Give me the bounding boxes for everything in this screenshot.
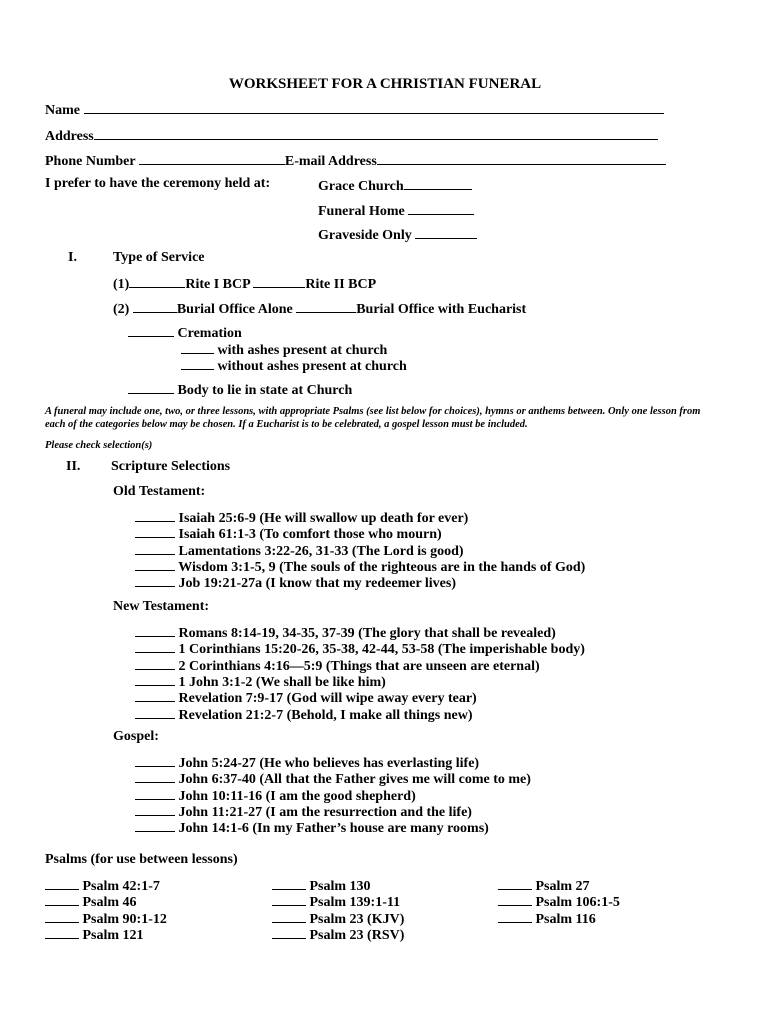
gospel-item-label: John 14:1-6 (In my Father’s house are many rooms) — [178, 821, 489, 837]
old-testament-label: Old Testament: — [113, 484, 206, 499]
psalm-checkbox-blank[interactable] — [498, 892, 532, 906]
with-ashes-label: with ashes present at church — [217, 343, 388, 358]
cremation-blank[interactable] — [128, 323, 174, 337]
psalm-checkbox-blank[interactable] — [498, 909, 532, 923]
phone-email-row — [45, 151, 666, 170]
psalm-item-label: Psalm 139:1-11 — [309, 895, 401, 911]
gospel-checkbox-blank[interactable] — [135, 818, 175, 832]
new-testament-item-label: Revelation 21:2-7 (Behold, I make all things new) — [178, 707, 473, 723]
new-testament-checkbox-blank[interactable] — [135, 623, 175, 637]
new-testament-checkbox-blank[interactable] — [135, 672, 175, 686]
location-prompt: I prefer to have the ceremony held at: — [45, 176, 271, 191]
psalms-heading: Psalms (for use between lessons) — [45, 852, 238, 867]
address-blank[interactable] — [94, 126, 658, 140]
location-option-funeral-home[interactable]: Funeral Home — [318, 201, 474, 220]
burial-row: (2) Burial Office Alone Burial Office with Eucharist — [113, 299, 526, 318]
funeral-home-blank[interactable] — [408, 201, 474, 215]
psalm-item-label: Psalm 23 (RSV) — [309, 927, 405, 943]
new-testament-item-label: Revelation 7:9-17 (God will wipe away every tear) — [178, 691, 477, 707]
old-testament-item — [135, 573, 456, 592]
new-testament-label: New Testament: — [113, 599, 210, 614]
name-field[interactable] — [45, 100, 664, 119]
old-testament-checkbox-blank[interactable] — [135, 524, 175, 538]
psalm-item — [272, 925, 404, 944]
lesson-note: A funeral may include one, two, or three lessons, with appropriate Psalms (see list below for choices), hymns or anthems between. Only one lesson from each of the categories below may be chosen. If a Eucharist is to be celebrated, a gospel lesson must be included. — [45, 406, 701, 430]
section-2-heading: Scripture Selections — [111, 459, 231, 474]
old-testament-item-label: Wisdom 3:1-5, 9 (The souls of the righteous are in the hands of God) — [178, 559, 586, 575]
old-testament-checkbox-blank[interactable] — [135, 541, 175, 555]
psalm-item-label: Psalm 46 — [82, 895, 137, 911]
gospel-item-label: John 11:21-27 (I am the resurrection and the life) — [178, 804, 472, 820]
new-testament-item-label: Romans 8:14-19, 34-35, 37-39 (The glory that shall be revealed) — [178, 626, 556, 641]
rite-row: (1) Rite I BCP Rite II BCP — [113, 274, 376, 293]
gospel-checkbox-blank[interactable] — [135, 753, 175, 767]
psalm-item-label: Psalm 23 (KJV) — [309, 911, 405, 927]
lie-in-state-row — [128, 380, 352, 399]
psalm-checkbox-blank[interactable] — [272, 876, 306, 890]
psalm-item-label: Psalm 42:1-7 — [82, 879, 160, 894]
psalm-checkbox-blank[interactable] — [272, 909, 306, 923]
gospel-item-label: John 6:37-40 (All that the Father gives me will come to me) — [178, 772, 531, 788]
old-testament-checkbox-blank[interactable] — [135, 508, 175, 522]
gospel-checkbox-blank[interactable] — [135, 786, 175, 800]
location-option-grace-church[interactable]: Grace Church — [318, 176, 472, 195]
new-testament-checkbox-blank[interactable] — [135, 639, 175, 653]
location-option-graveside[interactable]: Graveside Only — [318, 225, 477, 244]
without-ashes-label: without ashes present at church — [217, 359, 407, 374]
burial-alone-label: Burial Office Alone — [176, 302, 293, 317]
old-testament-checkbox-blank[interactable] — [135, 573, 175, 587]
burial-eucharist-label: Burial Office with Eucharist — [356, 302, 527, 317]
lie-in-state-label: Body to lie in state at Church — [177, 383, 353, 398]
psalm-checkbox-blank[interactable] — [45, 909, 79, 923]
new-testament-item-label: 1 John 3:1-2 (We shall be like him) — [178, 674, 386, 690]
psalm-item-label: Psalm 90:1-12 — [82, 911, 167, 927]
email-blank[interactable] — [377, 151, 666, 165]
email-label: E-mail Address — [284, 154, 377, 169]
gospel-label: Gospel: — [113, 729, 159, 744]
lie-in-state-blank[interactable] — [128, 380, 174, 394]
gospel-checkbox-blank[interactable] — [135, 769, 175, 783]
new-testament-item-label: 1 Corinthians 15:20-26, 35-38, 42-44, 53-58 (The imperishable body) — [178, 642, 585, 658]
psalm-item — [498, 909, 596, 928]
old-testament-item-label: Lamentations 3:22-26, 31-33 (The Lord is good) — [178, 543, 464, 559]
gospel-checkbox-blank[interactable] — [135, 802, 175, 816]
address-label: Address — [45, 129, 94, 144]
rite-2-blank[interactable] — [253, 274, 305, 288]
new-testament-item — [135, 705, 473, 724]
gospel-item — [135, 818, 489, 837]
name-label: Name — [45, 103, 80, 118]
name-blank[interactable] — [84, 100, 664, 114]
section-2-numeral: II. — [66, 459, 81, 474]
cremation-label: Cremation — [177, 326, 242, 341]
new-testament-checkbox-blank[interactable] — [135, 688, 175, 702]
psalm-item-label: Psalm 121 — [82, 927, 144, 943]
psalm-checkbox-blank[interactable] — [45, 876, 79, 890]
burial-eucharist-blank[interactable] — [296, 299, 356, 313]
new-testament-item-label: 2 Corinthians 4:16—5:9 (Things that are unseen are eternal) — [178, 658, 540, 674]
psalm-item-label: Psalm 130 — [309, 879, 371, 894]
psalm-checkbox-blank[interactable] — [272, 925, 306, 939]
rite-2-label: Rite II BCP — [305, 277, 377, 292]
section-1-numeral: I. — [68, 250, 77, 265]
check-note: Please check selection(s) — [45, 440, 153, 451]
old-testament-item-label: Job 19:21-27a (I know that my redeemer lives) — [178, 576, 457, 592]
graveside-blank[interactable] — [415, 225, 477, 239]
new-testament-checkbox-blank[interactable] — [135, 656, 175, 670]
page-title: WORKSHEET FOR A CHRISTIAN FUNERAL — [228, 76, 542, 92]
old-testament-item-label: Isaiah 25:6-9 (He will swallow up death for ever) — [178, 511, 469, 526]
psalm-item — [45, 925, 144, 944]
without-ashes-blank[interactable] — [181, 356, 214, 370]
rite-1-blank[interactable] — [129, 274, 185, 288]
rite-1-label: Rite I BCP — [185, 277, 250, 292]
old-testament-item-label: Isaiah 61:1-3 (To comfort those who mourn) — [178, 527, 442, 543]
psalm-checkbox-blank[interactable] — [45, 925, 79, 939]
grace-church-blank[interactable] — [404, 176, 472, 190]
old-testament-checkbox-blank[interactable] — [135, 557, 175, 571]
burial-alone-blank[interactable] — [133, 299, 177, 313]
psalm-checkbox-blank[interactable] — [272, 892, 306, 906]
psalm-checkbox-blank[interactable] — [45, 892, 79, 906]
new-testament-checkbox-blank[interactable] — [135, 705, 175, 719]
phone-blank[interactable] — [139, 151, 285, 165]
without-ashes-row — [181, 356, 407, 375]
gospel-item-label: John 5:24-27 (He who believes has everlasting life) — [178, 756, 480, 771]
psalm-checkbox-blank[interactable] — [498, 876, 532, 890]
gospel-item-label: John 10:11-16 (I am the good shepherd) — [178, 788, 416, 804]
psalm-item-label: Psalm 27 — [535, 879, 590, 894]
psalm-item-label: Psalm 106:1-5 — [535, 895, 620, 911]
phone-label: Phone Number — [45, 154, 136, 169]
address-field[interactable] — [45, 126, 658, 145]
section-1-heading: Type of Service — [113, 250, 205, 265]
with-ashes-blank[interactable] — [181, 340, 214, 354]
psalm-item-label: Psalm 116 — [535, 911, 596, 927]
